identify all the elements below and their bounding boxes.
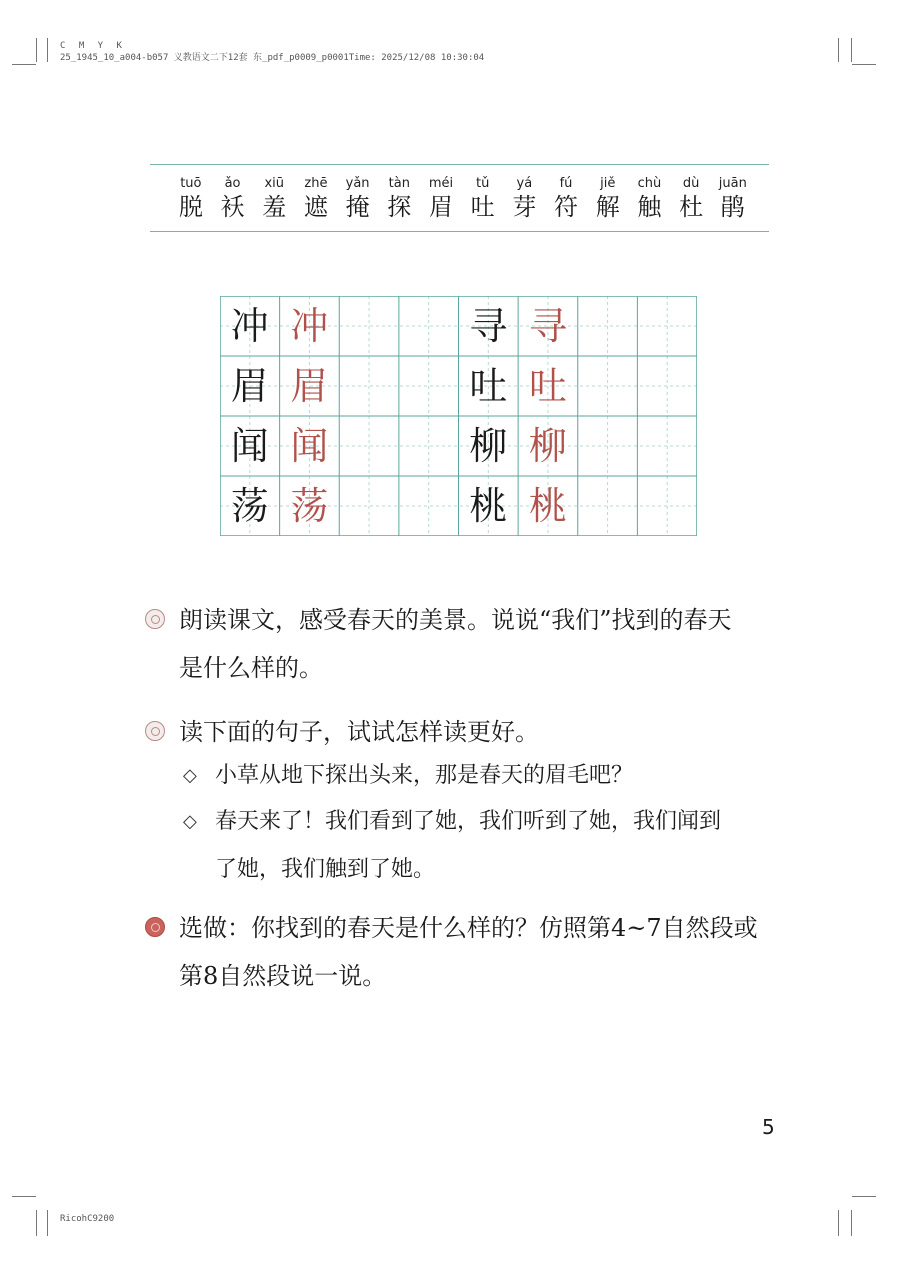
- grid-trace-character: 柳: [528, 424, 567, 468]
- diamond-icon: ◇: [183, 765, 197, 786]
- vocab-pinyin: méi: [428, 176, 454, 191]
- grid-trace-character: 桃: [528, 484, 567, 528]
- vocab-pinyin: chù: [637, 176, 662, 191]
- exercise-seal-icon: [145, 721, 165, 741]
- vocab-top-rule: [150, 164, 769, 165]
- vocab-pinyin: yǎn: [345, 176, 370, 191]
- vocab-character: 杜: [679, 193, 704, 221]
- writing-grid: [220, 296, 697, 536]
- vocab-item: [378, 175, 420, 222]
- exercise-seal-icon: [145, 609, 165, 629]
- vocab-item: [253, 175, 295, 222]
- vocab-character: 眉: [428, 193, 453, 221]
- crop-mark: [12, 64, 36, 65]
- grid-trace-character: 眉: [290, 364, 329, 408]
- sentence-1: [183, 756, 783, 796]
- vocab-item: [170, 175, 212, 222]
- vocab-character: 脱: [178, 193, 203, 221]
- vocab-pinyin: xiū: [264, 176, 284, 191]
- crop-mark: [852, 1196, 876, 1197]
- grid-model-character: 冲: [230, 304, 269, 348]
- crop-mark: [47, 1210, 48, 1236]
- vocab-character: 触: [637, 193, 662, 221]
- grid-model-character: 寻: [469, 304, 508, 348]
- vocab-item: [587, 175, 629, 222]
- exercise-2-text: 读下面的句子，试试怎样读更好。: [179, 718, 539, 746]
- print-header: [60, 40, 484, 64]
- grid-model-character: 荡: [230, 484, 269, 528]
- crop-mark: [12, 1196, 36, 1197]
- exercise-3: [145, 908, 785, 996]
- cmyk-mark: C M Y K: [60, 41, 126, 51]
- grid-model-character: 眉: [230, 364, 269, 408]
- crop-mark: [852, 64, 876, 65]
- vocab-character: 袄: [220, 193, 245, 221]
- print-footer: RicohC9200: [60, 1214, 115, 1224]
- vocab-item: [420, 175, 462, 222]
- grid-model-character: 柳: [469, 424, 508, 468]
- crop-mark: [36, 38, 37, 62]
- vocab-character: 探: [387, 193, 412, 221]
- sentence-2: [183, 802, 783, 890]
- grid-trace-character: 冲: [290, 304, 329, 348]
- vocab-character: 鹃: [720, 193, 745, 221]
- crop-mark: [36, 1210, 37, 1236]
- vocab-pinyin: tǔ: [475, 176, 490, 191]
- crop-mark: [838, 38, 839, 62]
- optional-seal-icon: [145, 917, 165, 937]
- crop-mark: [851, 38, 852, 62]
- grid-trace-character: 荡: [290, 484, 329, 528]
- vocab-bottom-rule: [150, 231, 769, 232]
- vocab-pinyin: yá: [516, 176, 533, 191]
- vocab-item: [212, 175, 254, 222]
- vocab-item: [504, 175, 546, 222]
- vocab-item: [545, 175, 587, 222]
- vocab-pinyin: fú: [559, 176, 573, 191]
- sentence-2-text-cont: 了她，我们触到了她。: [215, 857, 436, 882]
- diamond-icon: ◇: [183, 811, 197, 832]
- exercise-3-text-cont: 第8自然段说一说。: [179, 962, 387, 990]
- crop-mark: [851, 1210, 852, 1236]
- vocab-list: [170, 175, 754, 222]
- vocab-character: 芽: [512, 193, 537, 221]
- vocab-item: [337, 175, 379, 222]
- exercise-2: [145, 712, 785, 752]
- vocab-pinyin: tuō: [180, 176, 202, 191]
- print-info-line: 25_1945_10_a004-b057 义教语文二下12套 东_pdf_p0009_p0001Time: 2025/12/08 10:30:04: [60, 53, 485, 63]
- crop-mark: [838, 1210, 839, 1236]
- grid-model-character: 桃: [469, 484, 508, 528]
- vocab-character: 羞: [262, 193, 287, 221]
- vocab-character: 遮: [303, 193, 328, 221]
- vocab-item: [462, 175, 504, 222]
- vocab-pinyin: juān: [718, 176, 747, 191]
- vocab-item: [670, 175, 712, 222]
- vocab-character: 符: [554, 193, 579, 221]
- vocab-item: [295, 175, 337, 222]
- grid-model-character: 闻: [230, 424, 269, 468]
- page-number: 5: [762, 1115, 775, 1139]
- vocab-character: 掩: [345, 193, 370, 221]
- vocab-pinyin: zhē: [304, 176, 328, 191]
- exercise-1: [145, 600, 785, 688]
- exercise-3-text: 选做：你找到的春天是什么样的？仿照第4~7自然段或: [179, 914, 758, 942]
- vocab-item: [712, 175, 754, 222]
- grid-trace-character: 寻: [528, 304, 567, 348]
- exercise-1-text: 朗读课文，感受春天的美景。说说“我们”找到的春天: [179, 606, 732, 634]
- grid-trace-character: 吐: [528, 364, 567, 408]
- vocab-character: 解: [595, 193, 620, 221]
- exercise-1-text-cont: 是什么样的。: [179, 654, 323, 682]
- grid-model-character: 吐: [469, 364, 508, 408]
- vocab-pinyin: tàn: [388, 176, 410, 191]
- sentence-1-text: 小草从地下探出头来，那是春天的眉毛吧？: [215, 763, 634, 788]
- crop-mark: [47, 38, 48, 62]
- vocab-item: [629, 175, 671, 222]
- vocab-pinyin: ǎo: [224, 176, 241, 191]
- vocab-pinyin: jiě: [600, 176, 616, 191]
- vocab-character: 吐: [470, 193, 495, 221]
- grid-trace-character: 闻: [290, 424, 329, 468]
- sentence-2-text: 春天来了！我们看到了她，我们听到了她，我们闻到: [215, 809, 722, 834]
- vocab-pinyin: dù: [682, 176, 700, 191]
